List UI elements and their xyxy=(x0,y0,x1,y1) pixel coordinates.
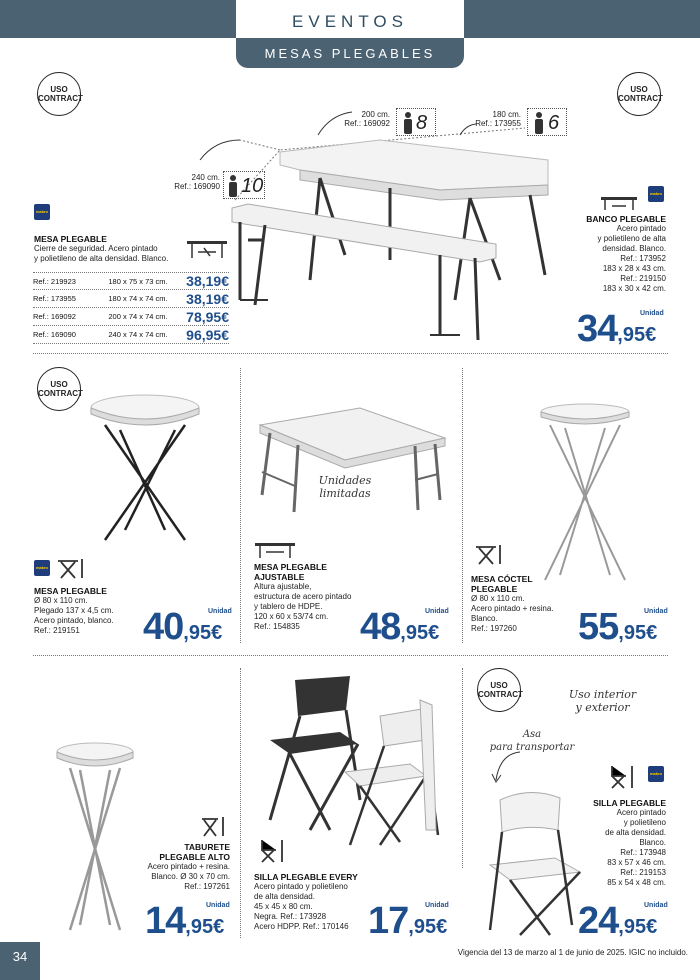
dimension-180: 180 cm. Ref.: 173955 xyxy=(475,110,521,128)
carry-handle-note: Asa para transportar xyxy=(489,729,575,753)
price: 40,95€ xyxy=(143,606,223,648)
makro-logo: makro xyxy=(648,186,664,202)
divider xyxy=(240,668,241,938)
person-icon xyxy=(227,175,239,197)
bench-icon xyxy=(600,196,638,212)
person-icon xyxy=(533,112,545,134)
every-folding-chairs-image xyxy=(250,670,455,850)
unit-label: Unidad xyxy=(206,902,230,909)
folding-round-table-icon xyxy=(56,558,86,580)
indoor-outdoor-note: Uso interior y exterior xyxy=(568,688,637,714)
product-title: TABURETE xyxy=(184,842,230,852)
divider xyxy=(462,368,463,643)
page-subtitle: MESAS PLEGABLES xyxy=(264,46,436,61)
person-icon xyxy=(402,112,414,134)
price: 55,95€ xyxy=(578,606,658,648)
uso-contract-badge: USO CONTRACT xyxy=(37,72,81,116)
dimension-200: 200 cm. Ref.: 169092 xyxy=(344,110,390,128)
mesa-plegable-round-info: MESA PLEGABLE Ø 80 x 110 cm. Plegado 137 x 4,5 cm. Acero pintado, blanco. Ref.: 219151 xyxy=(34,586,154,636)
dimension-240: 240 cm. Ref.: 169090 xyxy=(174,173,220,191)
makro-logo: makro xyxy=(34,204,50,220)
product-title: MESA PLEGABLE xyxy=(34,586,107,596)
product-title: MESA PLEGABLE xyxy=(34,234,107,244)
price-table xyxy=(33,272,229,344)
price: 34,95€ xyxy=(577,308,657,350)
stool-image xyxy=(40,740,150,940)
unit-label: Unidad xyxy=(425,902,449,909)
unit-label: Unidad xyxy=(644,608,668,615)
adjustable-table-image xyxy=(250,400,450,530)
round-folding-table-image xyxy=(80,390,210,560)
table-row: Ref.: 169092 200 x 74 x 74 cm. 78,95€ xyxy=(33,308,229,325)
validity-note: Vigencia del 13 de marzo al 1 de junio de 2025. IGIC no incluido. xyxy=(457,948,688,957)
price: 14,95€ xyxy=(145,900,225,942)
table-row: Ref.: 219923 180 x 75 x 73 cm. 38,19€ xyxy=(33,273,229,289)
uso-contract-badge: USO CONTRACT xyxy=(37,367,81,411)
folding-cocktail-table-icon xyxy=(474,544,504,566)
unit-label: Unidad xyxy=(644,902,668,909)
mesa-coctel-info: MESA CÓCTEL PLEGABLE Ø 80 x 110 cm. Acero pintado + resina. Blanco. Ref.: 197260 xyxy=(471,574,591,634)
unit-label: Unidad xyxy=(640,310,664,317)
mesa-plegable-info: MESA PLEGABLE Cierre de seguridad. Acero pintado y polietileno de alta densidad. Blanco. xyxy=(34,234,234,264)
table-row: Ref.: 173955 180 x 74 x 74 cm. 38,19€ xyxy=(33,290,229,307)
seat-count-6: 6 xyxy=(548,112,560,134)
divider xyxy=(240,368,241,643)
folding-table-icon xyxy=(186,240,228,260)
folding-chair-icon xyxy=(258,838,286,864)
unit-label: Unidad xyxy=(208,608,232,615)
mesa-ajustable-info: MESA PLEGABLE AJUSTABLE Altura ajustable, estructura de acero pintado y tablero de HDPE. 120 x 60 x 53/74 cm. Ref.: 154835 xyxy=(254,562,384,632)
seat-count-10: 10 xyxy=(241,175,264,197)
silla-every-info: SILLA PLEGABLE EVERY Acero pintado y polietileno de alta densidad. 45 x 45 x 80 cm. Negra. Ref.: 173928 Acero HDPP. Ref.: 170146 xyxy=(254,872,394,932)
product-title: SILLA PLEGABLE xyxy=(593,798,666,808)
product-title: BANCO PLEGABLE xyxy=(586,214,666,224)
page-title: EVENTOS xyxy=(292,12,408,31)
price: 24,95€ xyxy=(578,900,658,942)
banco-plegable-info: BANCO PLEGABLE Acero pintado y polietileno de alta densidad. Blanco. Ref.: 173952 183 x 28 x 43 cm. Ref.: 219150 183 x 30 x 42 cm. xyxy=(516,214,666,294)
folding-table-icon xyxy=(254,542,296,560)
price: 17,95€ xyxy=(368,900,448,942)
silla-plegable-info: SILLA PLEGABLE Acero pintado y polietileno de alta densidad. Blanco. Ref.: 173948 83 x 57 x 46 cm. Ref.: 219153 85 x 54 x 48 cm. xyxy=(556,798,666,888)
cocktail-table-image xyxy=(520,400,650,590)
product-title: SILLA PLEGABLE EVERY xyxy=(254,872,358,882)
taburete-info: TABURETE PLEGABLE ALTO Acero pintado + resina. Blanco. Ø 30 x 70 cm. Ref.: 197261 xyxy=(130,842,230,892)
seat-count-8: 8 xyxy=(416,112,428,134)
uso-contract-badge: USO CONTRACT xyxy=(617,72,661,116)
table-row: Ref.: 169090 240 x 74 x 74 cm. 96,95€ xyxy=(33,326,229,343)
limited-units-note: Unidades limitadas xyxy=(318,474,372,500)
unit-label: Unidad xyxy=(425,608,449,615)
folding-stool-icon xyxy=(200,816,228,838)
product-title: MESA CÓCTEL xyxy=(471,574,533,584)
divider xyxy=(33,655,668,656)
folding-chair-icon xyxy=(608,764,636,790)
divider xyxy=(33,353,668,354)
price: 48,95€ xyxy=(360,606,440,648)
divider xyxy=(462,668,463,868)
page-number: 34 xyxy=(0,942,40,980)
uso-contract-badge: USO CONTRACT xyxy=(477,668,521,712)
makro-logo: makro xyxy=(34,560,50,576)
makro-logo: makro xyxy=(648,766,664,782)
product-title: MESA PLEGABLE xyxy=(254,562,327,572)
